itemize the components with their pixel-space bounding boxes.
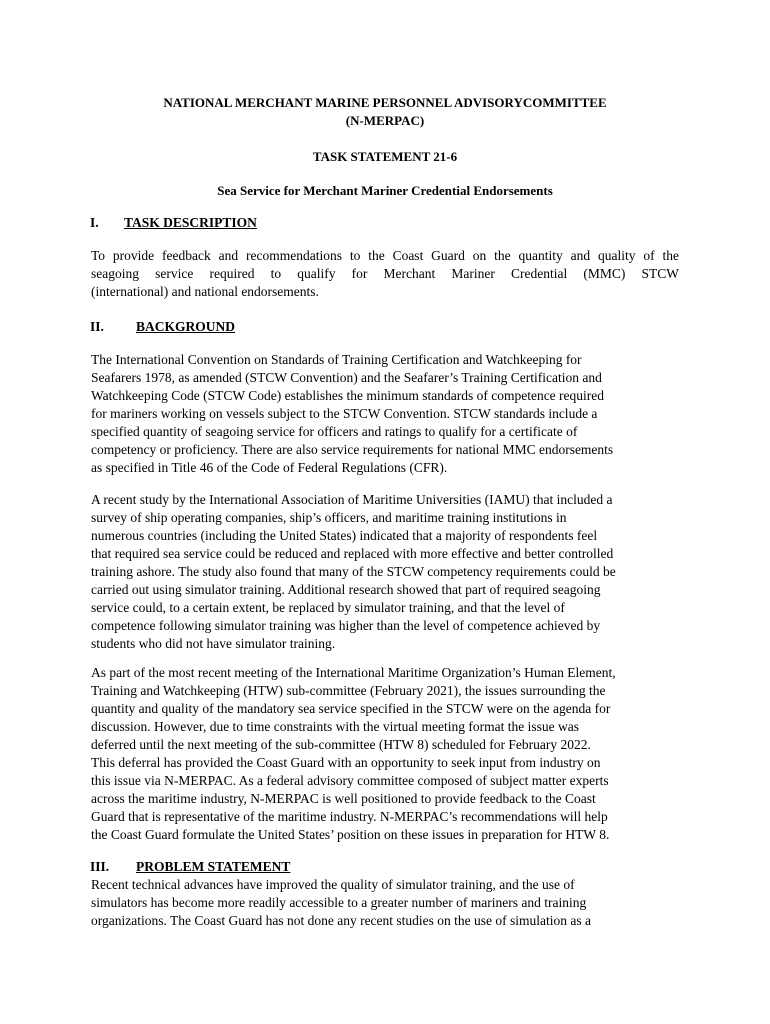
paragraph-line: As part of the most recent meeting of the International Maritime Organization’s Human Element, <box>91 665 616 680</box>
paragraph-task-description <box>91 247 679 301</box>
section-title: TASK DESCRIPTION <box>124 215 257 230</box>
paragraph-line: deferred until the next meeting of the sub-committee (HTW 8) scheduled for February 2022. <box>91 737 591 752</box>
paragraph-line: training ashore. The study also found that many of the STCW competency requirements could be <box>91 564 616 579</box>
paragraph-line: this issue via N-MERPAC. As a federal advisory committee composed of subject matter experts <box>91 773 609 788</box>
paragraph-line: This deferral has provided the Coast Guard with an opportunity to seek input from industry on <box>91 755 601 770</box>
paragraph-line: competency or proficiency. There are also service requirements for national MMC endorsements <box>91 442 614 457</box>
paragraph-line: specified quantity of seagoing service for officers and ratings to qualify for a certificate of <box>91 424 578 439</box>
paragraph-line: across the maritime industry, N-MERPAC is well positioned to provide feedback to the Coast <box>91 791 596 806</box>
paragraph-line: quantity and quality of the mandatory sea service specified in the STCW were on the agenda for <box>91 701 611 716</box>
paragraph-problem-statement <box>91 876 679 930</box>
paragraph-line: A recent study by the International Association of Maritime Universities (IAMU) that included a <box>91 492 613 507</box>
paragraph-line: competence following simulator training was higher than the level of competence achieved by <box>91 618 601 633</box>
paragraph-line: students who did not have simulator training. <box>91 636 336 651</box>
committee-title-line1: NATIONAL MERCHANT MARINE PERSONNEL ADVISORYCOMMITTEE <box>163 95 607 110</box>
section-number: I. <box>90 215 99 230</box>
paragraph-line: To provide feedback and recommendations to the Coast Guard on the quantity and quality of the <box>91 248 679 263</box>
section-title: BACKGROUND <box>136 319 236 334</box>
paragraph-line: Seafarers 1978, as amended (STCW Convention) and the Seafarer’s Training Certification and <box>91 370 602 385</box>
paragraph-line: numerous countries (including the United States) indicated that a majority of respondents feel <box>91 528 598 543</box>
committee-title-line2: (N-MERPAC) <box>345 113 425 128</box>
paragraph-line: (international) and national endorsements. <box>91 284 319 299</box>
section-number: III. <box>90 859 110 874</box>
paragraph-background-2 <box>91 491 679 653</box>
subject-title: Sea Service for Merchant Mariner Credential Endorsements <box>217 183 553 198</box>
paragraph-line: Guard that is representative of the maritime industry. N-MERPAC’s recommendations will help <box>91 809 608 824</box>
paragraph-line: as specified in Title 46 of the Code of Federal Regulations (CFR). <box>91 460 448 475</box>
paragraph-line: carried out using simulator training. Additional research showed that part of required seagoing <box>91 582 601 597</box>
paragraph-line: Recent technical advances have improved the quality of simulator training, and the use of <box>91 877 575 892</box>
paragraph-line: simulators has become more readily accessible to a greater number of mariners and training <box>91 895 587 910</box>
paragraph-line: for mariners working on vessels subject to the STCW Convention. STCW standards include a <box>91 406 598 421</box>
paragraph-line: service could, to a certain extent, be replaced by simulator training, and that the level of <box>91 600 565 615</box>
paragraph-line: The International Convention on Standards of Training Certification and Watchkeeping for <box>91 352 582 367</box>
paragraph-background-3 <box>91 664 679 844</box>
paragraph-line: seagoing service required to qualify for Merchant Mariner Credential (MMC) STCW <box>91 266 679 281</box>
section-heading-background <box>90 318 236 336</box>
paragraph-line: Training and Watchkeeping (HTW) sub-committee (February 2021), the issues surrounding the <box>91 683 606 698</box>
section-heading-task-description <box>90 214 257 232</box>
paragraph-line: the Coast Guard formulate the United States’ position on these issues in preparation for HTW 8. <box>91 827 610 842</box>
section-number: II. <box>90 319 104 334</box>
task-statement-title: TASK STATEMENT 21-6 <box>312 149 458 164</box>
paragraph-line: organizations. The Coast Guard has not done any recent studies on the use of simulation as a <box>91 913 592 928</box>
paragraph-line: Watchkeeping Code (STCW Code) establishes the minimum standards of competence required <box>91 388 605 403</box>
paragraph-line: discussion. However, due to time constraints with the virtual meeting format the issue was <box>91 719 579 734</box>
paragraph-background-1 <box>91 351 679 477</box>
section-title: PROBLEM STATEMENT <box>136 859 291 874</box>
section-heading-problem-statement <box>90 858 291 876</box>
paragraph-line: survey of ship operating companies, ship’s officers, and maritime training institutions in <box>91 510 567 525</box>
paragraph-line: that required sea service could be reduced and replaced with more effective and better controlled <box>91 546 614 561</box>
